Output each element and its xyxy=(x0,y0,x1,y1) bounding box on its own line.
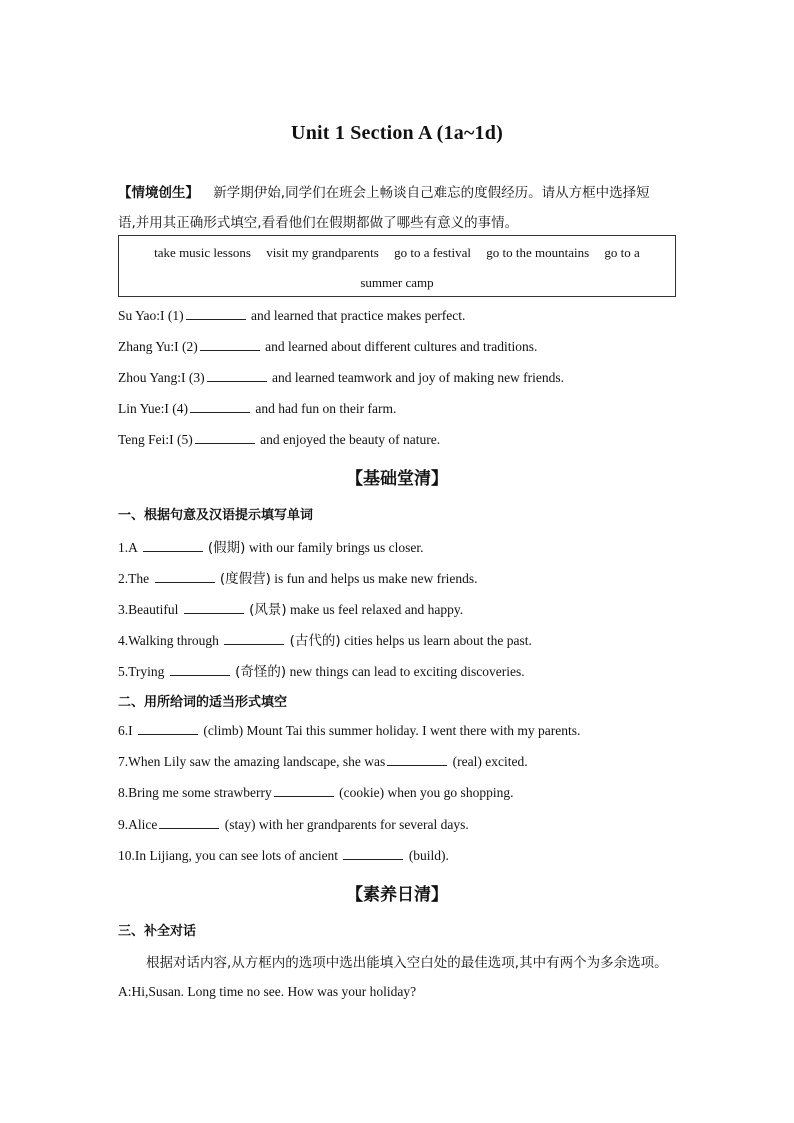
part3-title: 三、补全对话 xyxy=(118,924,197,939)
exercise-item-6 xyxy=(118,722,580,739)
intro-tag: 【情境创生】 xyxy=(118,185,199,201)
exercise-item-10 xyxy=(118,847,449,864)
intro-line-2: 语,并用其正确形式填空,看看他们在假期都做了哪些有意义的事情。 xyxy=(118,215,519,231)
speaker: Zhou Yang:I xyxy=(118,370,186,385)
section-heading-basic: 【基础堂清】 xyxy=(346,469,448,489)
blank-number: (4) xyxy=(172,401,188,416)
intro-line-1 xyxy=(118,181,650,201)
exercise-item-7 xyxy=(118,753,528,770)
answer-blank[interactable] xyxy=(155,570,215,583)
answer-blank[interactable] xyxy=(207,369,267,382)
answer-blank[interactable] xyxy=(186,307,246,320)
answer-blank[interactable] xyxy=(343,847,403,860)
answer-blank[interactable] xyxy=(195,431,255,444)
item-prefix: 5.Trying xyxy=(118,664,165,679)
chinese-hint: (风景) xyxy=(249,602,287,618)
fill-line-2 xyxy=(118,338,537,355)
part3-instruction: 根据对话内容,从方框内的选项中选出能填入空白处的最佳选项,其中有两个为多余选项。 xyxy=(146,955,668,971)
answer-blank[interactable] xyxy=(143,539,203,552)
blank-number: (3) xyxy=(188,370,205,385)
exercise-item-2 xyxy=(118,567,478,587)
item-suffix: new things can lead to exciting discoveries. xyxy=(289,664,525,679)
item-prefix: 6.I xyxy=(118,723,133,738)
part2-title: 二、用所给词的适当形式填空 xyxy=(118,695,288,710)
blank-number: (5) xyxy=(177,432,193,447)
answer-blank[interactable] xyxy=(190,400,250,413)
phrase-option: go to a xyxy=(604,245,640,260)
speaker: Zhang Yu:I xyxy=(118,339,179,354)
sentence-rest: and had fun on their farm. xyxy=(255,401,397,416)
exercise-item-4 xyxy=(118,629,532,649)
chinese-hint: (古代的) xyxy=(289,633,341,649)
chinese-hint: (假期) xyxy=(207,540,246,556)
item-suffix: make us feel relaxed and happy. xyxy=(290,602,464,617)
sentence-rest: and learned teamwork and joy of making new friends. xyxy=(272,370,565,385)
exercise-item-8 xyxy=(118,784,513,801)
item-suffix: is fun and helps us make new friends. xyxy=(274,571,478,586)
exercise-item-1 xyxy=(118,536,424,556)
chinese-hint: (度假营) xyxy=(219,571,271,587)
blank-number: (1) xyxy=(167,308,184,323)
phrase-row-2: summer camp xyxy=(360,275,434,290)
section-heading-literacy: 【素养日清】 xyxy=(346,885,448,905)
item-prefix: 8.Bring me some strawberry xyxy=(118,785,272,800)
answer-blank[interactable] xyxy=(138,722,198,735)
chinese-hint: (奇怪的) xyxy=(235,664,287,680)
item-prefix: 2.The xyxy=(118,571,150,586)
item-prefix: 9.Alice xyxy=(118,817,158,832)
answer-blank[interactable] xyxy=(387,753,447,766)
phrase-option: visit my grandparents xyxy=(266,245,379,260)
item-suffix: with our family brings us closer. xyxy=(248,540,424,555)
item-prefix: 10.In Lijiang, you can see lots of ancient xyxy=(118,848,339,863)
item-prefix: 1.A xyxy=(118,540,138,555)
item-prefix: 7.When Lily saw the amazing landscape, she was xyxy=(118,754,386,769)
answer-blank[interactable] xyxy=(184,601,244,614)
answer-blank[interactable] xyxy=(224,632,284,645)
exercise-item-5 xyxy=(118,660,525,680)
item-suffix: (build). xyxy=(408,848,449,863)
blank-number: (2) xyxy=(182,339,198,354)
phrase-box xyxy=(118,235,676,297)
phrase-option: take music lessons xyxy=(154,245,251,260)
page-title: Unit 1 Section A (1a~1d) xyxy=(291,122,503,144)
phrase-option: go to the mountains xyxy=(486,245,590,260)
item-prefix: 4.Walking through xyxy=(118,633,219,648)
item-prefix: 3.Beautiful xyxy=(118,602,179,617)
fill-line-5 xyxy=(118,431,440,448)
item-suffix: cities helps us learn about the past. xyxy=(344,633,532,648)
exercise-item-9 xyxy=(118,816,469,833)
speaker: Lin Yue:I xyxy=(118,401,169,416)
sentence-rest: and learned about different cultures and traditions. xyxy=(265,339,538,354)
sentence-rest: and learned that practice makes perfect. xyxy=(251,308,466,323)
answer-blank[interactable] xyxy=(170,663,230,676)
item-suffix: (climb) Mount Tai this summer holiday. I went there with my parents. xyxy=(203,723,581,738)
item-suffix: (real) excited. xyxy=(452,754,528,769)
item-suffix: (cookie) when you go shopping. xyxy=(339,785,514,800)
part1-title: 一、根据句意及汉语提示填写单词 xyxy=(118,508,314,523)
answer-blank[interactable] xyxy=(274,784,334,797)
speaker: Teng Fei:I xyxy=(118,432,174,447)
phrase-option: go to a festival xyxy=(394,245,471,260)
answer-blank[interactable] xyxy=(159,816,219,829)
intro-text-1: 新学期伊始,同学们在班会上畅谈自己难忘的度假经历。请从方框中选择短 xyxy=(213,185,650,201)
fill-line-1 xyxy=(118,307,465,324)
speaker: Su Yao:I xyxy=(118,308,165,323)
fill-line-3 xyxy=(118,369,564,386)
sentence-rest: and enjoyed the beauty of nature. xyxy=(260,432,441,447)
dialogue-first-line: A:Hi,Susan. Long time no see. How was your holiday? xyxy=(118,984,417,999)
exercise-item-3 xyxy=(118,598,463,618)
phrase-row-1 xyxy=(119,245,675,261)
fill-line-4 xyxy=(118,400,396,417)
item-suffix: (stay) with her grandparents for several days. xyxy=(224,817,469,832)
answer-blank[interactable] xyxy=(200,338,260,351)
